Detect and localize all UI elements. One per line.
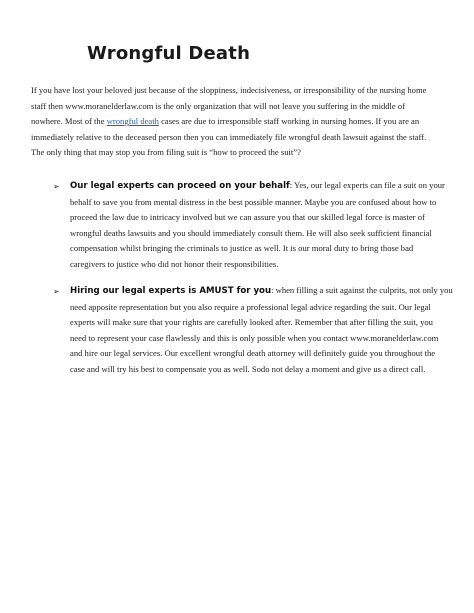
bullet-item-proceed-on-behalf [53,178,455,273]
intro-text: nowhere. Most of the [31,116,107,127]
wrongful-death-link[interactable]: wrongful death [106,116,159,127]
bullet-line: and hire our legal services. Our excellent wrongful death attorney will definitely guide you throughout the [70,348,436,359]
intro-paragraph [31,83,447,161]
bullet-line: experts will make sure that your rights are carefully looked after. Remember that after filling the suit, you [70,317,433,328]
bullet-line: compensation whilst bringing the criminals to justice as well. It is our moral duty to bring those bad [70,243,414,254]
intro-line: staff then www.moranelderlaw.com is the only organization that will not leave you suffering in the middle of [31,100,406,111]
bullet-heading: Our legal experts can proceed on your behalf [70,181,290,191]
bullet-line: behalf to save you from mental distress in the best possible manner. Maybe you are confused about how to [70,196,437,207]
bullet-line [70,283,455,300]
bullet-line: case and will try his best to compensate you as well. Sodo not delay a moment and give us a direct call. [70,363,426,374]
intro-line: The only thing that may stop you from filing suit is “how to proceed the suit”? [31,147,301,158]
bullet-line [70,178,455,195]
bullet-item-hiring-experts [53,283,455,378]
bullet-line: proceed the law due to intricacy involved but we can assure you that our skilled legal force is master of [70,212,425,223]
intro-text: cases are due to irresponsible staff working in nursing homes. If you are an [158,116,420,127]
bullet-line: caregivers to justice who did not honor their responsibilities. [70,258,279,269]
bullet-line: wrongful deaths lawsuits and you should immediately consult them. He will also seek sufficient financial [70,227,432,238]
bullet-text: : Yes, our legal experts can file a suit on your [289,180,445,190]
arrow-bullet-icon: ➢ [53,287,60,296]
bullet-line: need apposite representation but you also require a professional legal advice regarding the suit. Our legal [70,301,431,312]
document-title: Wrongful Death [87,43,251,64]
intro-line: immediately relative to the deceased person then you can immediately file wrongful death lawsuit against the staff. [31,131,427,142]
arrow-bullet-icon: ➢ [53,182,60,191]
intro-line [31,114,447,130]
bullet-heading: Hiring our legal experts is AMUST for you [70,286,272,296]
intro-line: If you have lost your beloved just because of the sloppiness, indecisiveness, or irresponsibility of the nursing home [31,85,427,95]
bullet-line: need to represent your case flawlessly and this is only possible when you contact www.moranelderlaw.com [70,332,439,343]
bullet-text: : when filling a suit against the culprits, not only you [271,285,453,295]
